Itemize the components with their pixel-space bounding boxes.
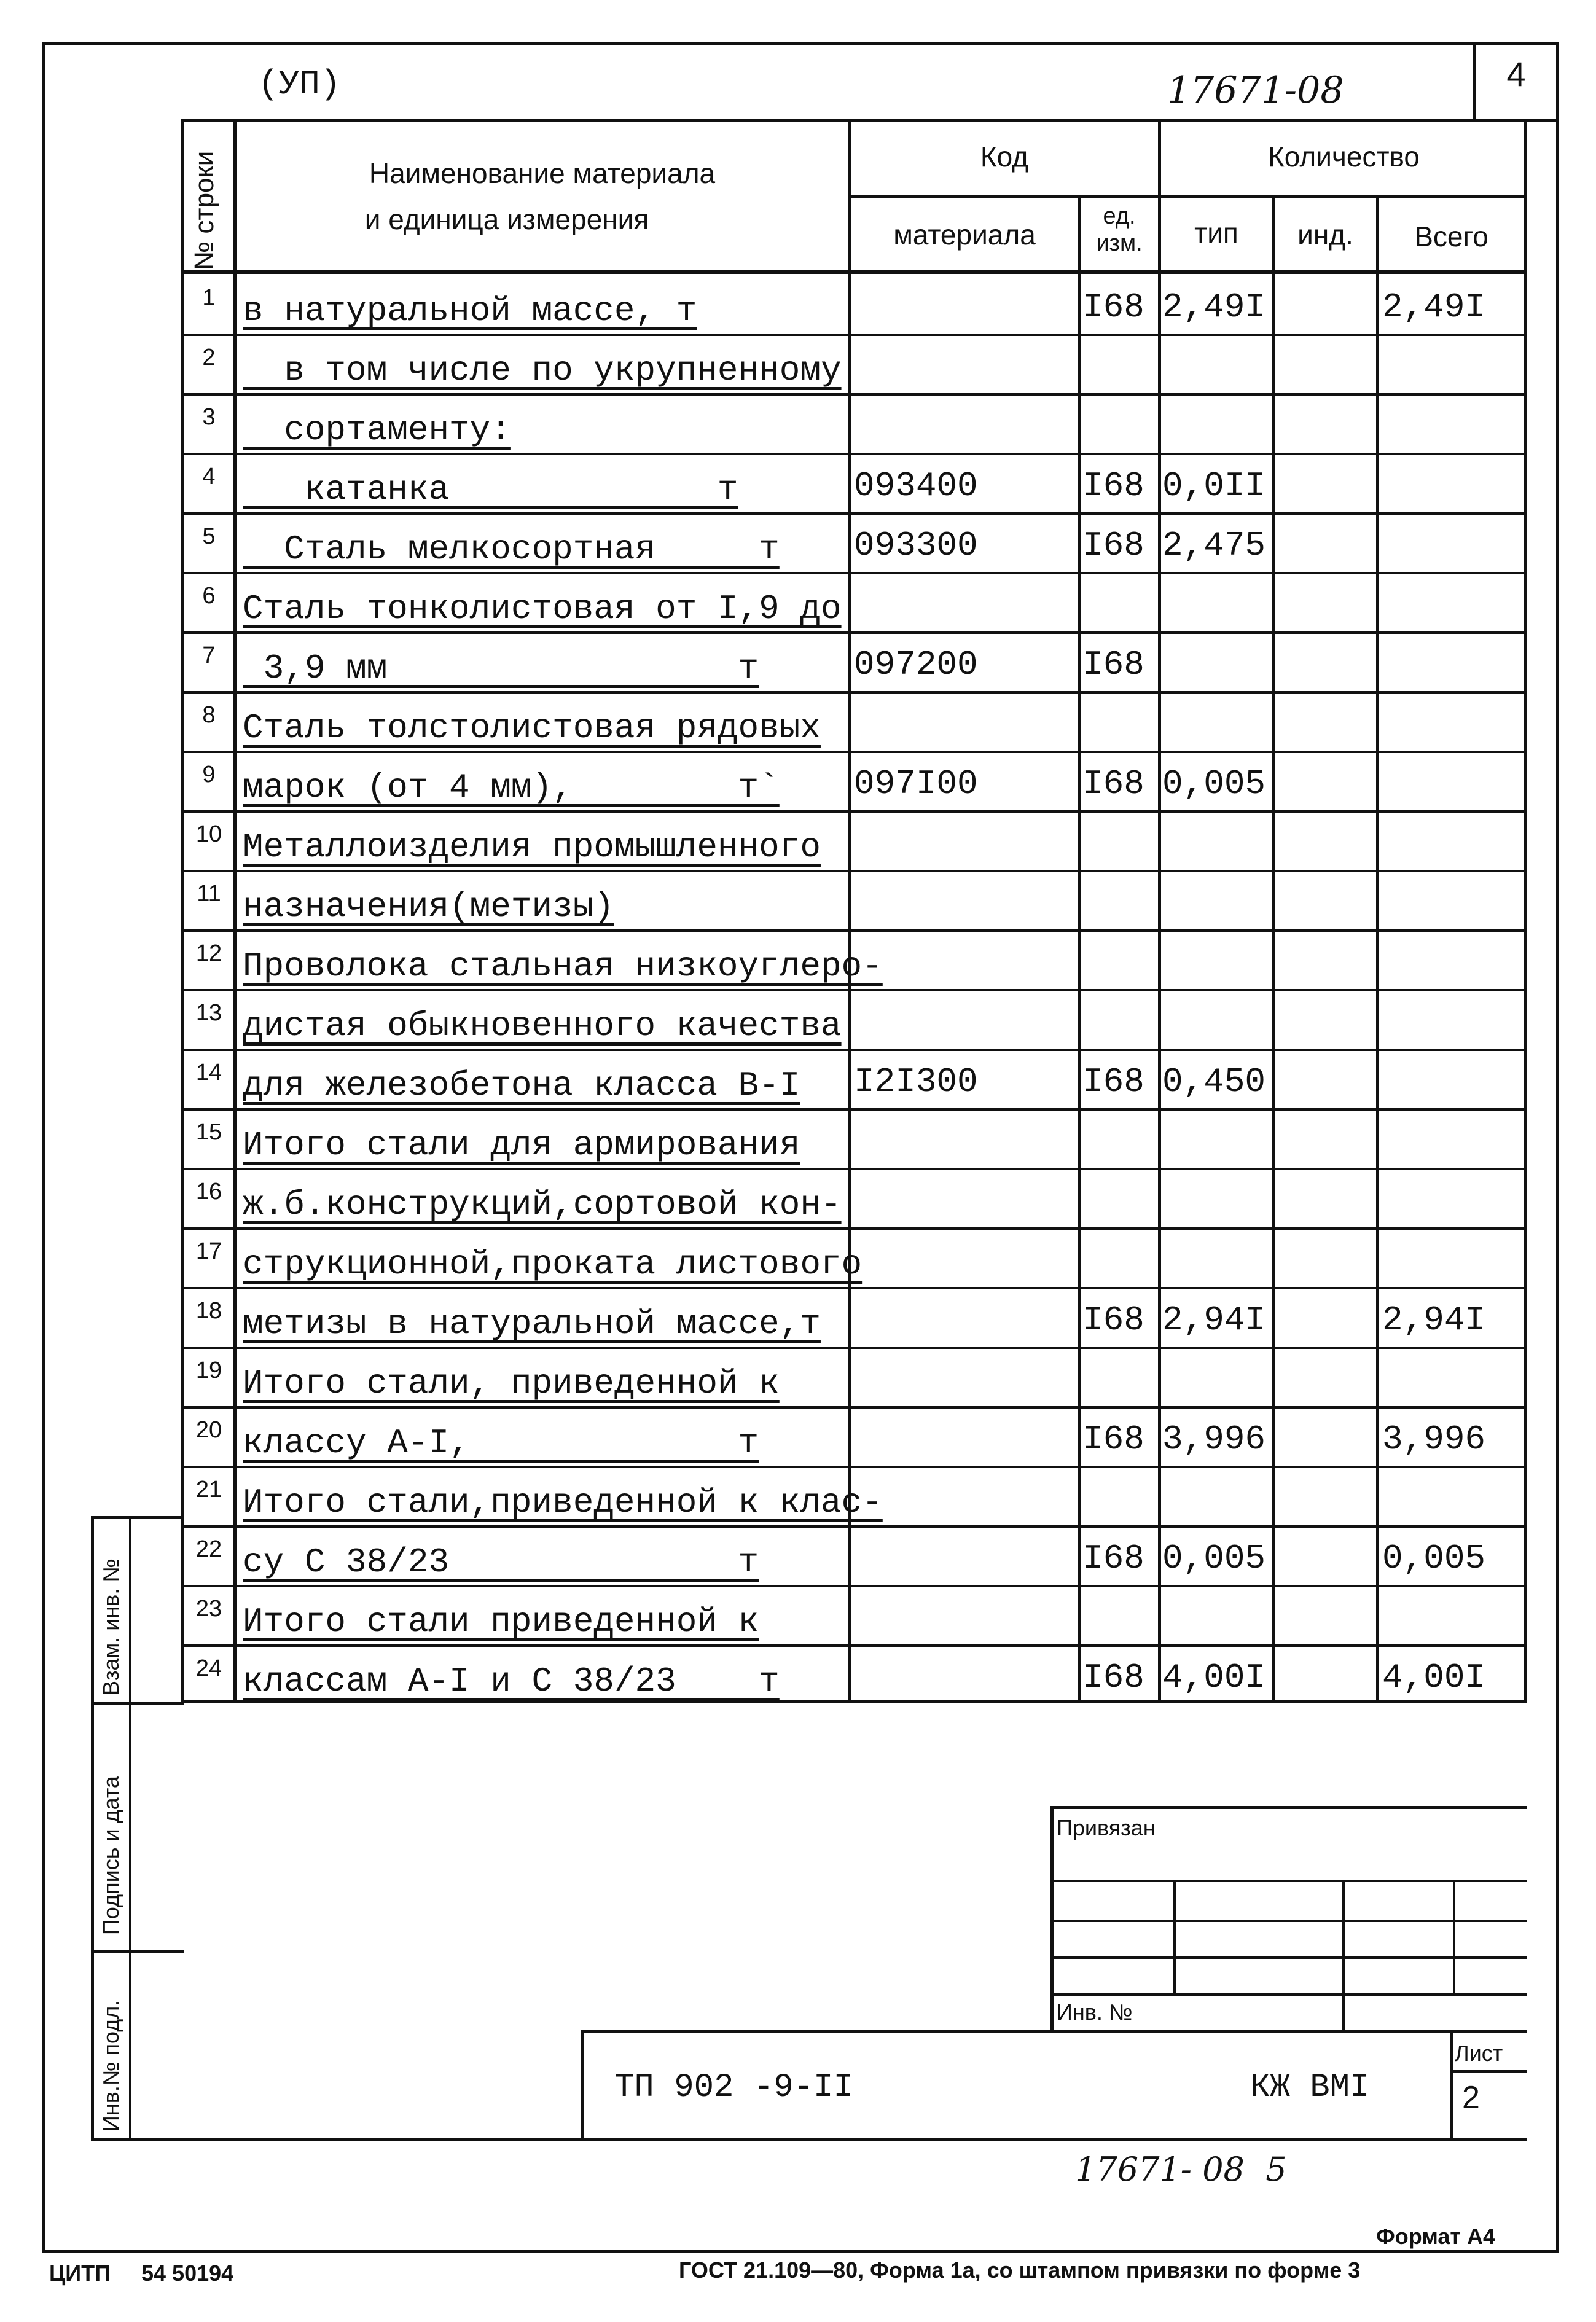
cell-name: классу А-I, т	[243, 1423, 759, 1463]
header-quantity: Количество	[1267, 141, 1420, 173]
cell-unit: I68	[1082, 645, 1144, 684]
cell-type: 0,450	[1162, 1062, 1266, 1101]
cell-unit: I68	[1082, 1658, 1144, 1697]
cell-n: 13	[195, 1000, 222, 1026]
cell-n: 1	[202, 285, 216, 311]
cell-name: Сталь тонколистовая от I,9 до	[243, 589, 842, 628]
stamp-sheet-number: 2	[1462, 2080, 1480, 2116]
cell-unit: I68	[1082, 764, 1144, 803]
cell-type: 0,005	[1162, 764, 1266, 803]
cell-name: Проволока стальная низкоуглеро-	[243, 947, 883, 986]
stamp-sheet-label: Лист	[1455, 2041, 1503, 2066]
cell-n: 15	[195, 1119, 222, 1145]
cell-unit: I68	[1082, 1539, 1144, 1578]
cell-n: 18	[195, 1298, 222, 1324]
cell-type: 2,475	[1162, 526, 1266, 565]
cell-n: 17	[195, 1238, 222, 1264]
label-vzam-inv: Взам. инв. №	[98, 1558, 123, 1695]
cell-name: назначения(метизы)	[243, 887, 614, 926]
order-number: 54 50194	[141, 2261, 234, 2286]
cell-name: Итого стали, приведенной к	[243, 1364, 780, 1403]
page-number: 4	[1506, 55, 1526, 93]
cell-name: струкционной,проката листового	[243, 1245, 863, 1284]
cell-unit: I68	[1082, 466, 1144, 506]
stamp-code: КЖ ВМI	[1250, 2069, 1370, 2106]
header-code: Код	[980, 141, 1029, 173]
cell-name: в том числе по укрупненному	[243, 351, 842, 390]
header-row-number: № строки	[189, 150, 219, 270]
cell-n: 22	[195, 1536, 222, 1562]
cell-name: су С 38/23 т	[243, 1542, 759, 1582]
cell-name: Сталь толстолистовая рядовых	[243, 708, 821, 748]
cell-name: катанка т	[243, 470, 738, 509]
header-name-line2: и единица измерения	[364, 203, 649, 235]
cell-name: 3,9 мм т	[243, 649, 759, 688]
cell-total: 3,996	[1382, 1420, 1486, 1459]
header-name: Наименование материала	[369, 157, 716, 189]
cell-name: ж.б.конструкций,сортовой кон-	[243, 1185, 842, 1224]
format-label: Формат А4	[1376, 2224, 1496, 2249]
cell-name: Сталь мелкосортная т	[243, 530, 780, 569]
cell-n: 11	[197, 881, 221, 907]
header-qty-ind: инд.	[1297, 219, 1353, 251]
cell-unit: I68	[1082, 526, 1144, 565]
label-inv-podl: Инв.№ подл.	[98, 2000, 123, 2132]
org-label: ЦИТП	[49, 2261, 111, 2286]
handwritten-doc-number: 17671-08	[1167, 69, 1344, 112]
cell-name: в натуральной массе, т	[243, 291, 697, 330]
cell-total: 2,94I	[1382, 1300, 1486, 1340]
cell-n: 12	[195, 940, 222, 966]
cell-name: сортаменту:	[243, 410, 511, 450]
cell-total: 2,49I	[1382, 287, 1486, 327]
cell-code: 097200	[854, 645, 978, 684]
cell-n: 20	[195, 1417, 222, 1443]
cell-n: 16	[195, 1179, 222, 1205]
header-code-material: материала	[893, 219, 1036, 251]
cell-n: 8	[202, 702, 216, 728]
cell-type: 2,49I	[1162, 287, 1266, 327]
gost-note: ГОСТ 21.109—80, Форма 1а, со штампом привязки по форме 3	[679, 2258, 1361, 2283]
cell-n: 23	[195, 1596, 222, 1622]
cell-n: 5	[202, 523, 216, 549]
cell-unit: I68	[1082, 1420, 1144, 1459]
cell-code: 097I00	[854, 764, 978, 803]
cell-name: Итого стали,приведенной к клас-	[243, 1483, 883, 1522]
cell-name: марок (от 4 мм), т`	[243, 768, 780, 807]
cell-n: 7	[202, 643, 216, 668]
header-qty-type: тип	[1194, 217, 1238, 249]
stamp-inv-no: Инв. №	[1057, 2000, 1133, 2025]
doc-mark: (УП)	[258, 64, 341, 104]
cell-name: Итого стали для армирования	[243, 1125, 800, 1165]
cell-unit: I68	[1082, 1300, 1144, 1340]
cell-name: для железобетона класса В-I	[243, 1066, 800, 1105]
cell-type: 3,996	[1162, 1420, 1266, 1459]
cell-type: 2,94I	[1162, 1300, 1266, 1340]
cell-total: 0,005	[1382, 1539, 1486, 1578]
cell-total: 4,00I	[1382, 1658, 1486, 1697]
cell-unit: I68	[1082, 287, 1144, 327]
cell-type: 4,00I	[1162, 1658, 1266, 1697]
cell-name: метизы в натуральной массе,т	[243, 1304, 821, 1343]
cell-type: 0,005	[1162, 1539, 1266, 1578]
cell-n: 14	[195, 1060, 222, 1085]
cell-code: I2I300	[854, 1062, 978, 1101]
cell-n: 10	[195, 821, 222, 847]
cell-n: 3	[202, 404, 216, 430]
cell-type: 0,0II	[1162, 466, 1266, 506]
stamp-designation: ТП 902 -9-II	[614, 2069, 853, 2106]
cell-n: 4	[202, 464, 216, 490]
cell-name: классам А-I и С 38/23 т	[243, 1662, 780, 1701]
cell-code: 093400	[854, 466, 978, 506]
label-podpis-data: Подпись и дата	[98, 1776, 123, 1935]
cell-name: дистая обыкновенного качества	[243, 1006, 842, 1046]
stamp-privyazan: Привязан	[1057, 1815, 1156, 1840]
cell-n: 24	[195, 1656, 222, 1681]
cell-unit: I68	[1082, 1062, 1144, 1101]
cell-n: 21	[195, 1477, 222, 1503]
cell-n: 6	[202, 583, 216, 609]
header-qty-total: Всего	[1414, 221, 1488, 252]
cell-n: 2	[202, 345, 216, 370]
cell-code: 093300	[854, 526, 978, 565]
cell-name: Металлоизделия промышленного	[243, 827, 821, 867]
cell-n: 19	[195, 1358, 222, 1383]
cell-n: 9	[202, 762, 216, 788]
handwritten-bottom-number: 17671- 08 5	[1075, 2150, 1287, 2189]
cell-name: Итого стали приведенной к	[243, 1602, 759, 1641]
header-code-unit: ед. изм.	[1096, 203, 1143, 256]
